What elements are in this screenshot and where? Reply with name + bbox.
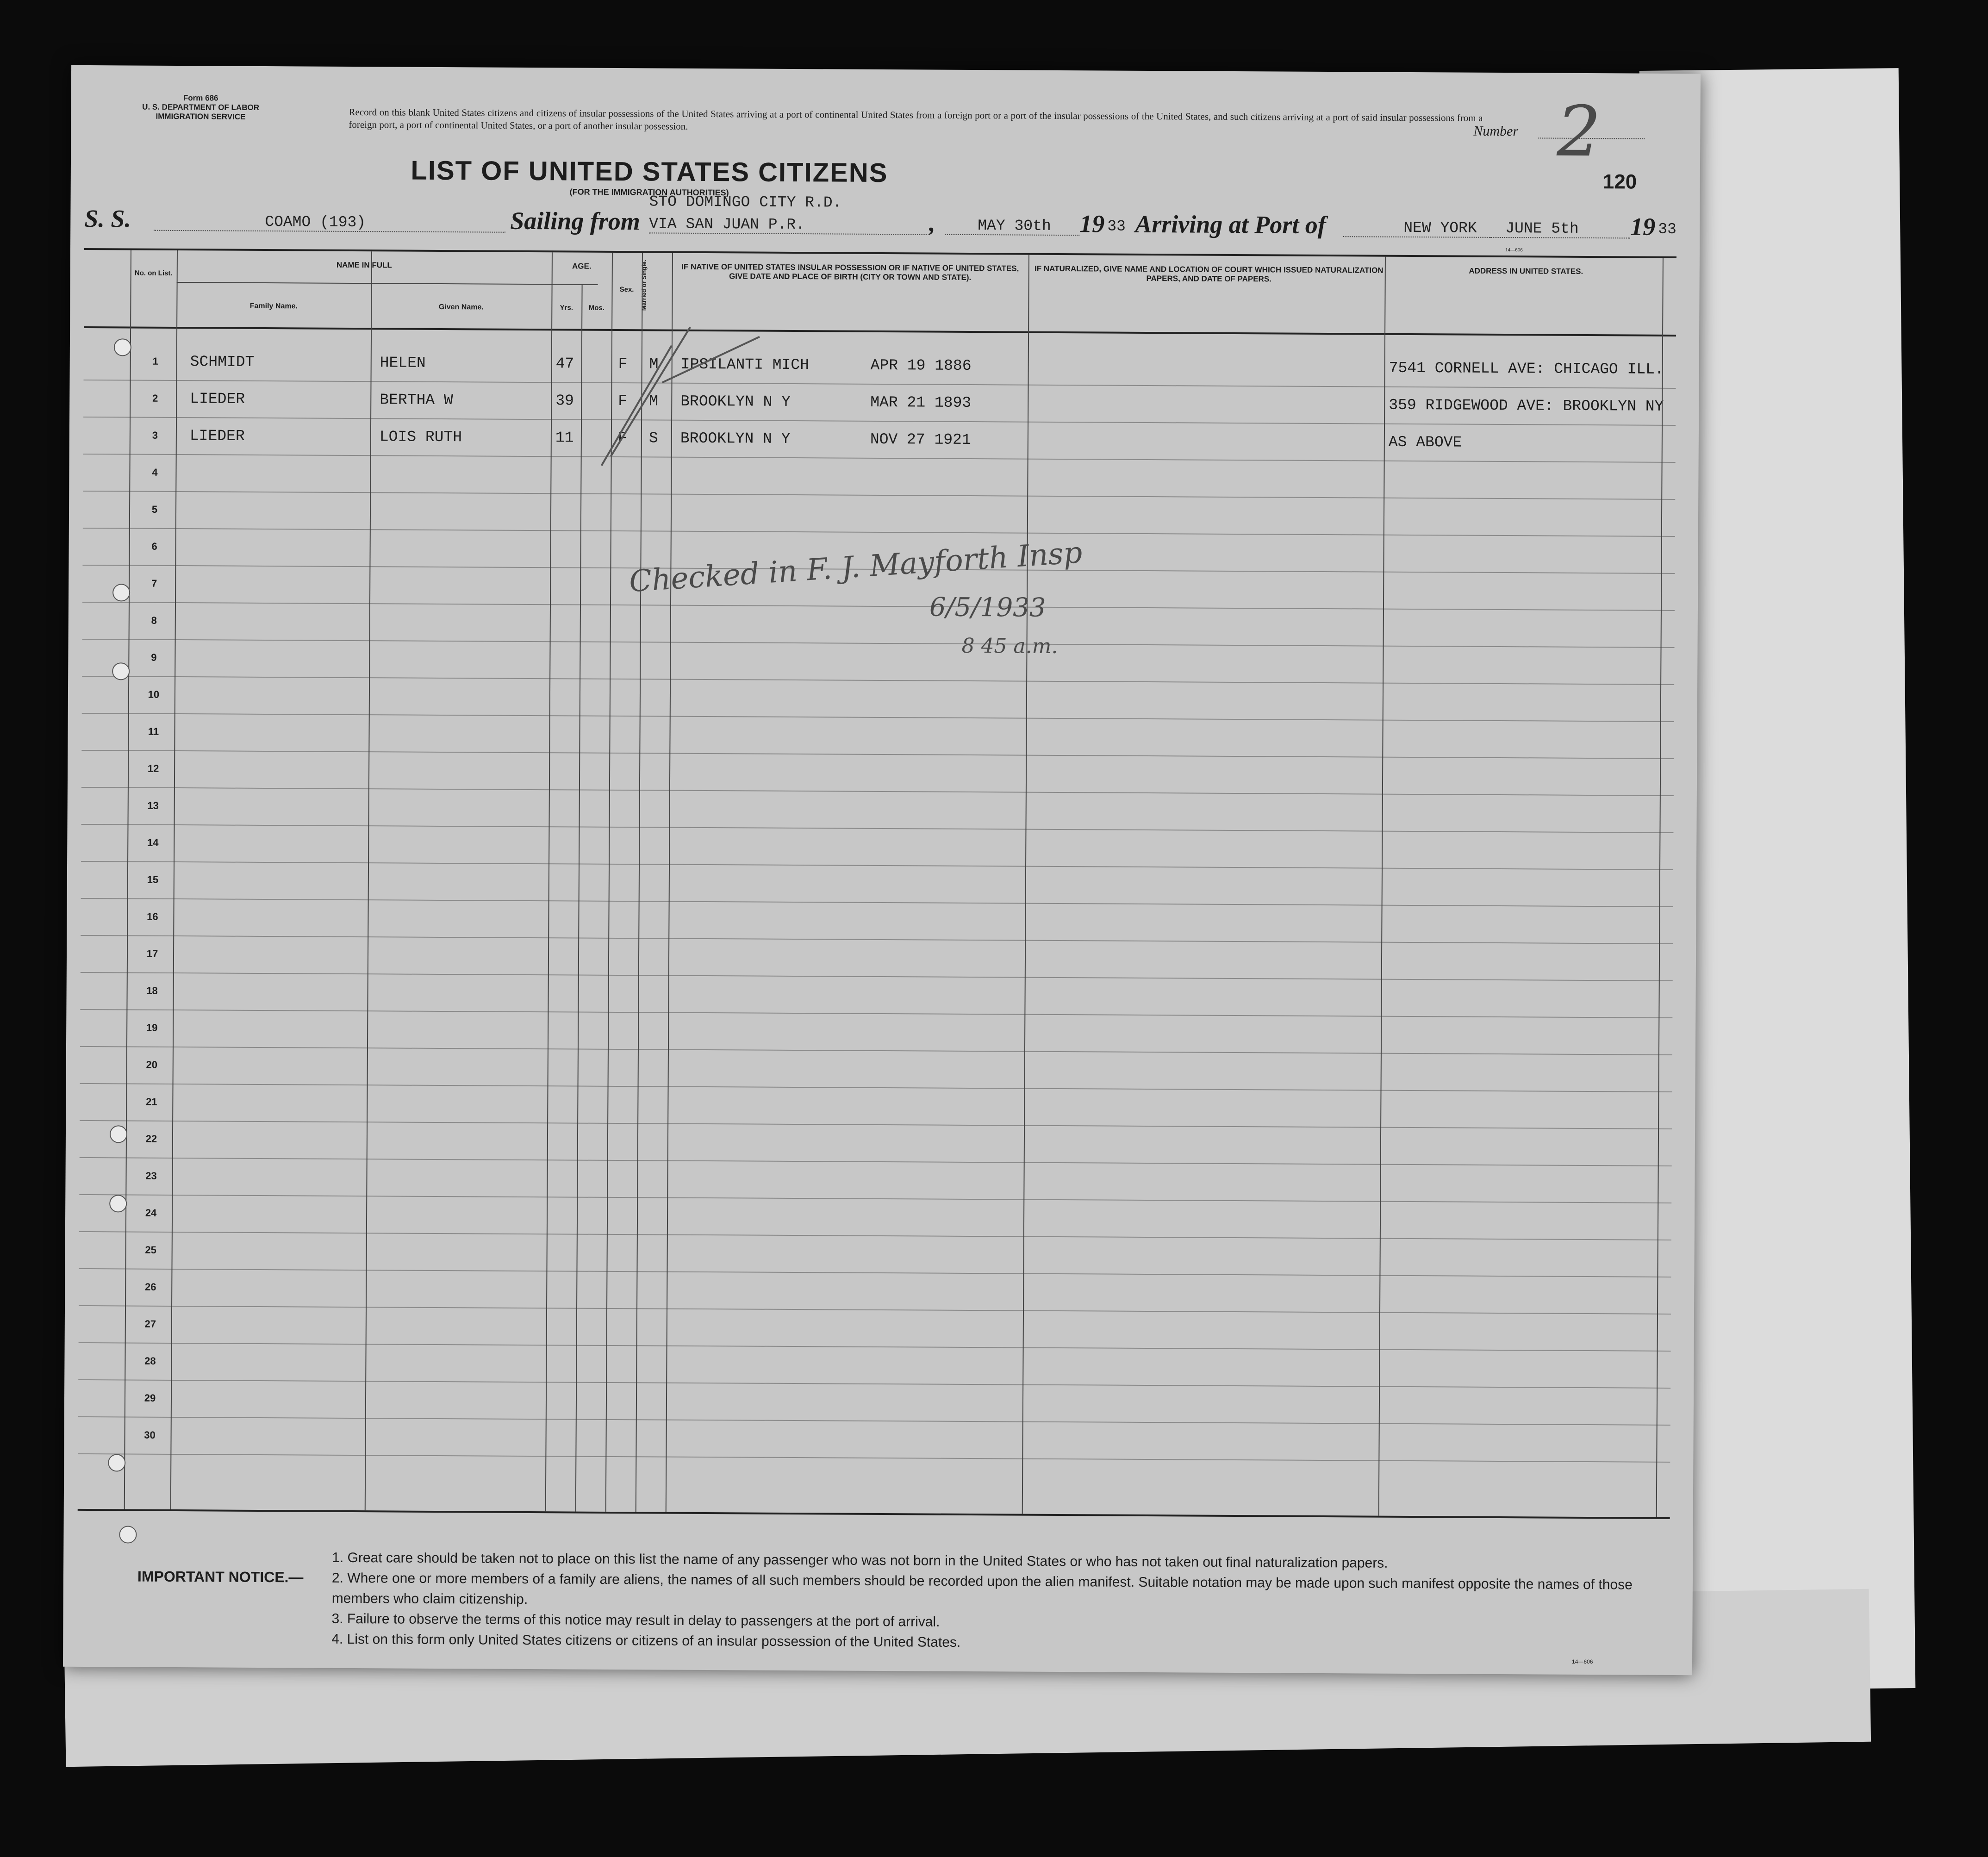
arriving-label: Arriving at Port of: [1135, 210, 1327, 239]
binder-hole: [112, 662, 130, 680]
row-number: 6: [151, 540, 157, 552]
row-number: 9: [151, 651, 157, 663]
page-subtitle: (FOR THE IMMIGRATION AUTHORITIES): [569, 187, 729, 198]
birth-place-cell: BROOKLYN N Y: [680, 430, 791, 448]
notice-item-2: 2. Where one or more members of a family are aliens, the names of all such members should be recorded upon the alien manifest. Suitable notation may be made upon such manifest opposite the names of those members who claim citizenship.: [331, 1570, 1633, 1608]
binder-hole: [112, 584, 130, 601]
handwritten-checked-note: Checked in F. J. Mayforth Insp: [628, 536, 1084, 599]
passenger-table: [78, 248, 1676, 1519]
notice-items: [331, 1548, 1651, 1657]
notice-item-3: 3. Failure to observe the terms of this notice may result in delay to passengers at the port of arrival.: [331, 1611, 940, 1630]
binder-hole: [109, 1195, 127, 1212]
sailing-from-line1: STO DOMINGO CITY R.D.: [649, 193, 842, 212]
service: IMMIGRATION SERVICE: [156, 112, 246, 121]
sex-cell: F: [618, 355, 628, 373]
arrival-year: 33: [1658, 220, 1676, 238]
row-number: 22: [145, 1133, 157, 1145]
header-family: Family Name.: [249, 302, 298, 311]
ss-label: S. S.: [84, 204, 131, 233]
given-name-cell: HELEN: [380, 354, 426, 372]
family-name-cell: SCHMIDT: [190, 353, 255, 371]
notice-item-4: 4. List on this form only United States citizens or citizens of an insular possession of the United States.: [331, 1631, 961, 1650]
row-number: 10: [148, 688, 160, 700]
table-body: [78, 326, 1676, 1517]
marital-status-cell: M: [649, 393, 659, 410]
marital-status-cell: S: [648, 430, 658, 447]
row-number: 18: [146, 985, 158, 997]
sex-cell: F: [617, 430, 627, 447]
row-number: 21: [146, 1096, 157, 1108]
row-number: 23: [145, 1170, 157, 1182]
page-number: 120: [1602, 170, 1637, 193]
header-subline: [177, 282, 598, 285]
row-number: 19: [146, 1022, 158, 1034]
row-number: 16: [147, 910, 158, 922]
marital-status-cell: M: [649, 355, 659, 373]
number-value: 2: [1556, 91, 1602, 173]
table-row: [78, 1416, 1670, 1463]
birth-date-cell: NOV 27 1921: [870, 430, 971, 449]
notice-heading: IMPORTANT NOTICE.—: [137, 1568, 304, 1586]
comma-1: ,: [929, 209, 935, 237]
header-yrs: Yrs.: [560, 304, 573, 312]
binder-hole: [114, 338, 131, 356]
row-number: 1: [152, 355, 158, 367]
header-name-in-full: NAME IN FULL: [336, 260, 392, 270]
sex-cell: F: [618, 393, 628, 410]
header-birth: IF NATIVE OF UNITED STATES INSULAR POSSESSION OR IF NATIVE OF UNITED STATES, GIVE DATE AND PLACE OF BIRTH (CITY OR TOWN AND STATE).: [681, 262, 1019, 282]
birth-date-cell: APR 19 1886: [870, 356, 972, 374]
binder-hole: [110, 1125, 127, 1143]
manifest-page: [63, 65, 1701, 1675]
given-name-cell: LOIS RUTH: [379, 428, 462, 446]
department: U. S. DEPARTMENT OF LABOR: [142, 102, 260, 112]
row-number: 12: [147, 762, 159, 774]
voyage-line: [84, 193, 1676, 245]
address-cell: AS ABOVE: [1388, 433, 1462, 451]
row-number: 3: [152, 429, 158, 441]
page-title: LIST OF UNITED STATES CITIZENS: [411, 155, 888, 188]
notice-form-ref: 14—606: [1572, 1658, 1593, 1665]
arrival-year-prefix: 19: [1630, 212, 1656, 241]
address-cell: 359 RIDGEWOOD AVE: BROOKLYN NY: [1389, 396, 1664, 415]
row-number: 29: [144, 1392, 156, 1404]
header-married: Married or Single.: [640, 260, 648, 311]
check-mark-strokes: [592, 318, 769, 471]
form-number: Form 686: [183, 93, 218, 103]
header-mos: Mos.: [588, 304, 605, 312]
age-years-cell: 39: [555, 392, 574, 410]
row-number: 25: [145, 1244, 156, 1256]
row-number: 28: [144, 1355, 156, 1367]
important-notice: [137, 1547, 1665, 1665]
header-sex: Sex.: [619, 286, 634, 294]
table-header: [84, 250, 1676, 337]
binder-hole: [119, 1526, 137, 1543]
row-number: 5: [151, 503, 158, 515]
header-naturalized: IF NATURALIZED, GIVE NAME AND LOCATION OF COURT WHICH ISSUED NATURALIZATION PAPERS, AND DATE OF PAPERS.: [1034, 264, 1383, 284]
printer-note: 14—606: [1505, 248, 1523, 253]
handwritten-time: 8 45 a.m.: [961, 634, 1058, 658]
sailing-year: 33: [1107, 218, 1126, 235]
notice-item-1: 1. Great care should be taken not to place on this list the name of any passenger who was not born in the United States or who has not taken out final naturalization papers.: [332, 1550, 1388, 1571]
address-cell: 7541 CORNELL AVE: CHICAGO ILL.: [1389, 359, 1664, 378]
row-number: 30: [144, 1429, 156, 1441]
sailing-label: Sailing from: [510, 206, 641, 236]
family-name-cell: LIEDER: [190, 390, 245, 408]
family-name-cell: LIEDER: [189, 427, 245, 445]
row-number: 8: [151, 614, 157, 626]
sailing-date: MAY 30th: [945, 217, 1079, 236]
birth-place-cell: IPSILANTI MICH: [680, 355, 810, 374]
row-number: 14: [147, 836, 159, 848]
given-name-cell: BERTHA W: [380, 391, 453, 409]
row-number: 4: [152, 466, 158, 478]
age-years-cell: 47: [555, 355, 574, 373]
row-number: 7: [151, 577, 157, 589]
row-number: 15: [147, 873, 159, 885]
row-number: 17: [146, 947, 158, 960]
header-given: Given Name.: [438, 303, 484, 312]
sailing-year-prefix: 19: [1079, 210, 1105, 238]
header-address: ADDRESS IN UNITED STATES.: [1469, 266, 1583, 276]
number-label: Number: [1473, 123, 1519, 139]
binder-hole: [108, 1454, 125, 1471]
header-age: AGE.: [572, 262, 592, 271]
arrival-date: JUNE 5th: [1491, 220, 1630, 239]
row-number: 27: [144, 1318, 156, 1330]
row-number: 20: [146, 1059, 158, 1071]
row-number: 11: [148, 725, 159, 737]
row-number: 13: [147, 799, 159, 811]
sailing-from-line2: VIA SAN JUAN P.R.: [649, 215, 927, 235]
form-instructions: Record on this blank United States citizens and citizens of insular possessions of the United States arriving at a port of continental United States from a foreign port or a port of the insular possessions of the United States, and such citizens arriving at a port of said insular possessions from a foreign port, a port of continental United States, or a port of another insular possession.: [349, 106, 1483, 132]
form-header-left: [112, 93, 288, 122]
row-number: 26: [144, 1281, 156, 1293]
row-number: 24: [145, 1207, 157, 1219]
age-years-cell: 11: [555, 429, 574, 447]
ship-name: COAMO (193): [154, 213, 505, 233]
birth-place-cell: BROOKLYN N Y: [680, 393, 791, 411]
birth-date-cell: MAR 21 1893: [870, 393, 972, 411]
header-no: No. on List.: [134, 269, 173, 277]
arrival-port: NEW YORK: [1343, 219, 1491, 238]
row-number: 2: [152, 392, 158, 404]
handwritten-date: 6/5/1933: [929, 592, 1046, 623]
